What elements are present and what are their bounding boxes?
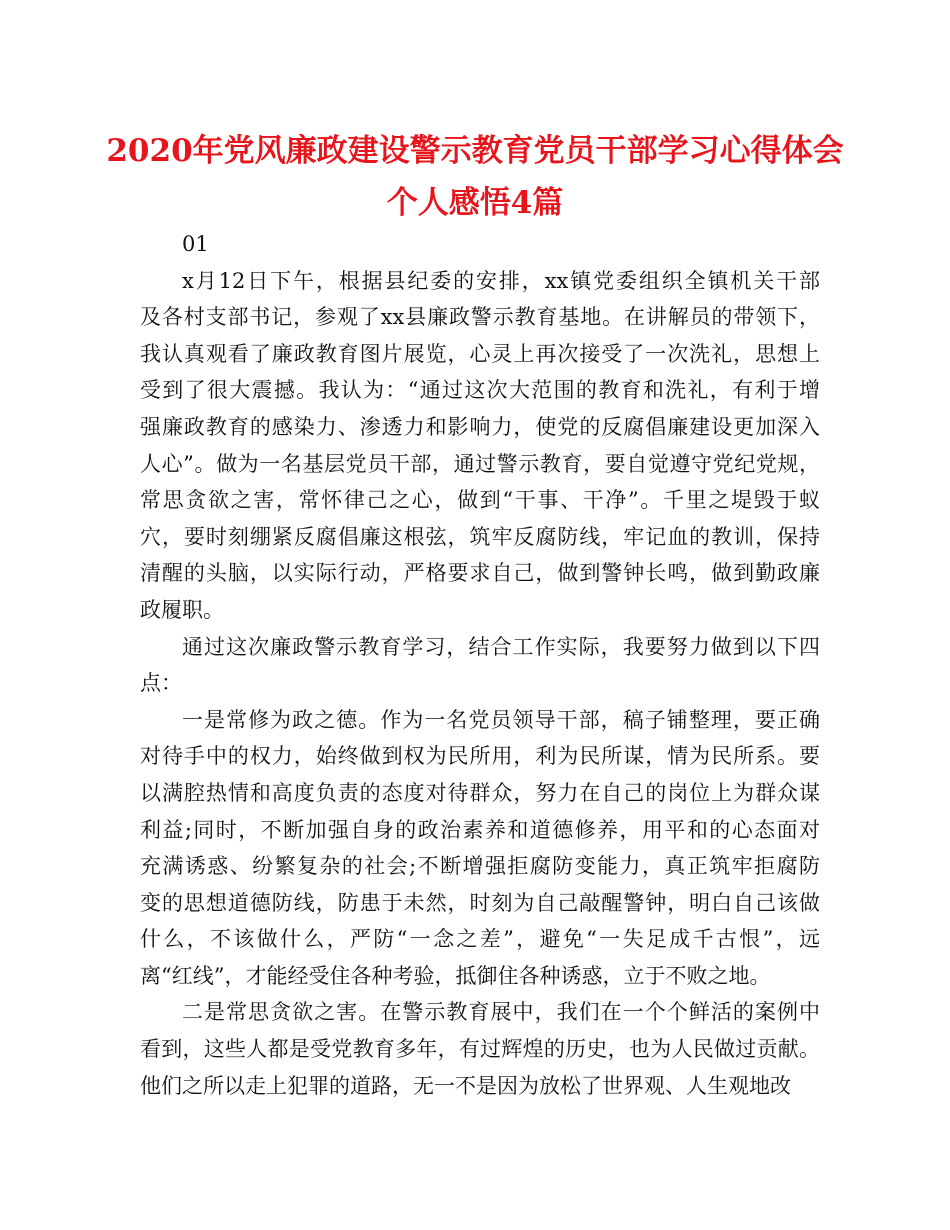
paragraph-line: 政履职。	[140, 597, 224, 622]
paragraph-line: 清醒的头脑，以实际行动，严格要求自己，做到警钟长鸣，做到勤政廉	[140, 561, 820, 586]
paragraph-line: 利益;同时，不断加强自身的政治素养和道德修养，用平和的心态面对	[140, 817, 820, 842]
document-title-line-1: 2020年党风廉政建设警示教育党员干部学习心得体会	[106, 133, 844, 169]
paragraph-line: 穴，要时刻绷紧反腐倡廉这根弦，筑牢反腐防线，牢记血的教训，保持	[140, 524, 820, 549]
paragraph-line: 受到了很大震撼。我认为：“通过这次大范围的教育和洗礼，有利于增	[140, 378, 820, 403]
paragraph	[140, 702, 820, 995]
paragraph-line: 变的思想道德防线，防患于未然，时刻为自己敲醒警钟，明白自己该做	[140, 890, 820, 915]
paragraph-line: 常思贪欲之害，常怀律己之心，做到“干事、干净”。千里之堤毁于蚁	[140, 488, 820, 513]
paragraph-line: 点：	[140, 671, 182, 696]
paragraph-line: 对待手中的权力，始终做到权为民所用，利为民所谋，情为民所系。要	[140, 744, 820, 769]
paragraph-line: 一是常修为政之德。作为一名党员领导干部，稿子铺整理，要正确	[182, 707, 820, 732]
paragraph-line: 什么，不该做什么，严防“一念之差”，避免“一失足成千古恨”，远	[140, 927, 820, 952]
paragraph-line: 充满诱惑、纷繁复杂的社会;不断增强拒腐防变能力，真正筑牢拒腐防	[140, 854, 820, 879]
document-body	[140, 226, 820, 1104]
paragraph-container	[140, 263, 820, 1105]
document-title-line-2: 个人感悟4篇	[386, 185, 564, 221]
paragraph-line: 他们之所以走上犯罪的道路，无一不是因为放松了世界观、人生观地改	[140, 1073, 791, 1098]
paragraph-line: 人心”。做为一名基层党员干部，通过警示教育，要自觉遵守党纪党规，	[140, 451, 820, 476]
paragraph-line: 看到，这些人都是受党教育多年，有过辉煌的历史，也为人民做过贡献。	[140, 1037, 820, 1062]
paragraph-line: 及各村支部书记，参观了xx县廉政警示教育基地。在讲解员的带领下，	[140, 305, 820, 330]
paragraph-line: 以满腔热情和高度负责的态度对待群众，努力在自己的岗位上为群众谋	[140, 780, 820, 805]
paragraph-line: 二是常思贪欲之害。在警示教育展中，我们在一个个鲜活的案例中	[182, 1000, 820, 1025]
paragraph	[140, 263, 820, 629]
section-number: 01	[182, 232, 209, 256]
paragraph-line: 离“红线”，才能经受住各种考验，抵御住各种诱惑，立于不败之地。	[140, 963, 771, 988]
paragraph-line: 我认真观看了廉政教育图片展览，心灵上再次接受了一次洗礼，思想上	[140, 341, 820, 366]
paragraph	[140, 629, 820, 702]
paragraph	[140, 994, 820, 1104]
paragraph-line: 强廉政教育的感染力、渗透力和影响力，使党的反腐倡廉建设更加深入	[140, 414, 820, 439]
paragraph-line: 通过这次廉政警示教育学习，结合工作实际，我要努力做到以下四	[182, 634, 820, 659]
paragraph-line: x月12日下午，根据县纪委的安排，xx镇党委组织全镇机关干部	[182, 268, 820, 293]
